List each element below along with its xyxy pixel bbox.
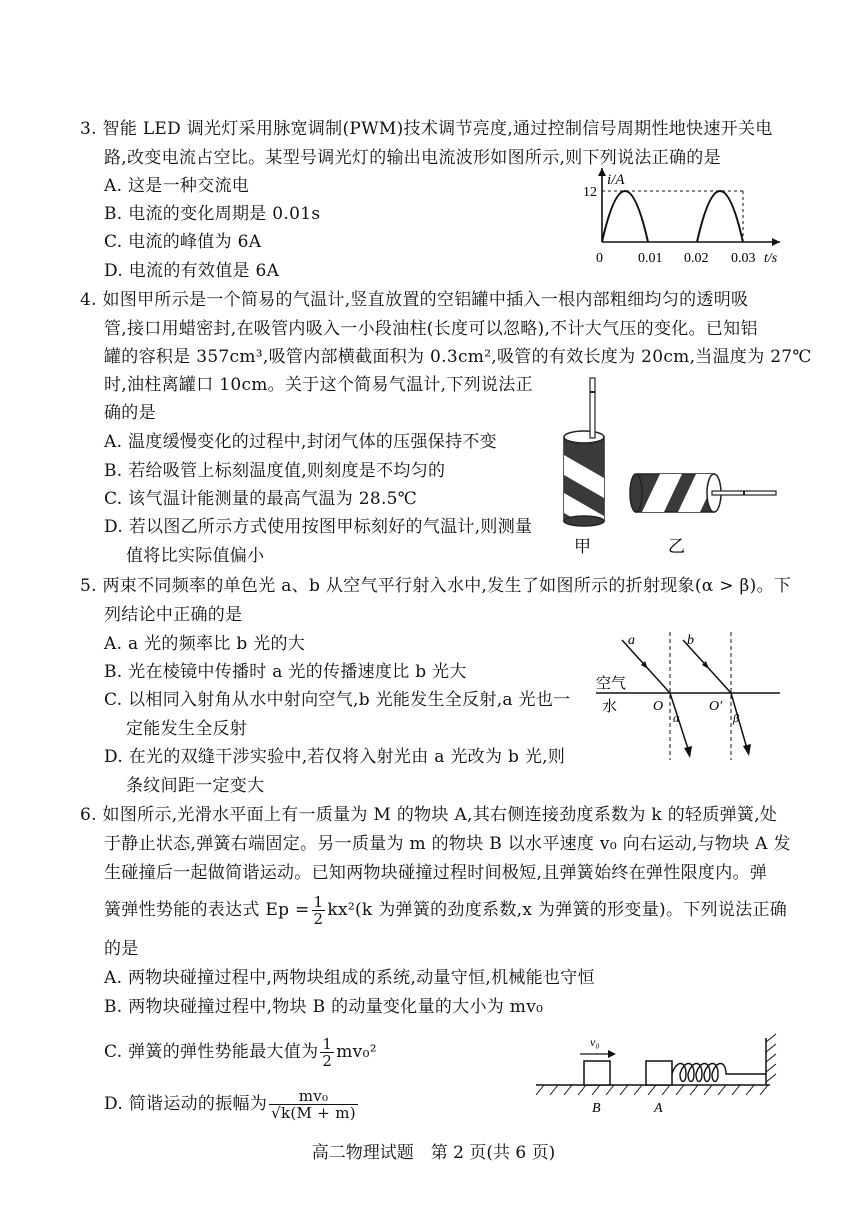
q6-fig-block-a: A [654,1101,663,1116]
q4-stem-line5: 确的是 [104,403,156,423]
q6-line4-frac-den: 2 [313,910,324,928]
q5-option-d: D. 在光的双缝干涉实验中,若仅将入射光由 a 光改为 b 光,则 [104,747,566,767]
q4-option-d: D. 若以图乙所示方式使用按图甲标刻好的气温计,则测量 [104,517,533,537]
q4-stem-line2: 管,接口用蜡密封,在吸管内吸入一小段油柱(长度可以忽略),不计大气压的变化。已知铝 [104,319,758,339]
q5-fig-water-label: 水 [602,699,618,715]
q4-fig-label-jia: 甲 [574,537,591,556]
q4-option-b: B. 若给吸管上标刻温度值,则刻度是不均匀的 [104,461,446,481]
q6-option-c-frac-den: 2 [322,1052,333,1070]
q4-stem-line1: 4. 如图甲所示是一个简易的气温计,竖直放置的空铝罐中插入一根内部粗细均匀的透明吸 [80,290,749,310]
q3-stem-line2: 路,改变电流占空比。某型号调光灯的输出电流波形如图所示,则下列说法正确的是 [104,148,721,168]
page-footer: 高二物理试题 第 2 页(共 6 页) [311,1143,556,1163]
q4-option-c: C. 该气温计能测量的最高气温为 28.5℃ [104,489,418,509]
q3-stem-line1: 3. 智能 LED 调光灯采用脉宽调制(PWM)技术调节亮度,通过控制信号周期性地快速开关电 [80,119,773,139]
q4-stem-line4: 时,油柱离罐口 10cm。关于这个简易气温计,下列说法正 [104,375,533,395]
q3-graph-x-label: t/s [764,251,778,266]
q3-graph-y-tick: 12 [583,185,597,200]
q4-option-a: A. 温度缓慢变化的过程中,封闭气体的压强保持不变 [104,432,497,452]
q3-option-b: B. 电流的变化周期是 0.01s [104,204,321,224]
q6-option-d-pre: D. 简谐运动的振幅为 [104,1094,268,1114]
q6-option-c-post: mv₀² [336,1042,377,1062]
q6-line4-frac-num: 1 [313,893,324,911]
q6-fig-block-b: B [592,1101,601,1116]
q3-graph-x-tick-1: 0.01 [638,251,663,266]
q5-fig-point-o2: O′ [709,699,723,714]
q5-option-c-cont: 定能发生全反射 [126,719,248,739]
q3-graph-x-tick-3: 0.03 [731,251,756,266]
q4-option-d-cont: 值将比实际值偏小 [126,546,265,566]
q6-option-c-pre: C. 弹簧的弹性势能最大值为 [104,1042,319,1062]
q5-fig-alpha: α [673,711,680,725]
q5-fig-ray-a: a [628,633,635,648]
q5-option-a: A. a 光的频率比 b 光的大 [104,634,306,654]
q5-option-c: C. 以相同入射角从水中射向空气,b 光能发生全反射,a 光也一 [104,690,571,710]
q6-option-b: B. 两物块碰撞过程中,物块 B 的动量变化量的大小为 mv₀ [104,997,544,1017]
q4-stem-line3: 罐的容积是 357cm³,吸管内部横截面积为 0.3cm²,吸管的有效长度为 20cm,当温度为 27℃ [104,347,812,367]
q6-option-a: A. 两物块碰撞过程中,两物块组成的系统,动量守恒,机械能也守恒 [104,968,595,988]
q6-stem-line1: 6. 如图所示,光滑水平面上有一质量为 M 的物块 A,其右侧连接劲度系数为 k 的轻质弹簧,处 [80,805,778,825]
q4-fig-label-yi: 乙 [668,537,685,556]
q3-option-d: D. 电流的有效值是 6A [104,261,280,281]
q5-option-b: B. 光在棱镜中传播时 a 光的传播速度比 b 光大 [104,662,467,682]
q5-option-d-cont: 条纹间距一定变大 [126,776,265,796]
q6-stem-line3: 生碰撞后一起做简谐运动。已知两物块碰撞过程时间极短,且弹簧始终在弹性限度内。弹 [104,863,768,883]
q3-option-a: A. 这是一种交流电 [104,176,250,196]
q6-line4-pre: 簧弹性势能的表达式 Ep = [104,900,310,920]
q6-option-d-frac-num: mv₀ [269,1088,358,1105]
q6-fig-v0: v₀ [590,1035,600,1049]
q3-graph-x-tick-2: 0.02 [684,251,709,266]
q6-option-c-frac-num: 1 [322,1035,333,1053]
q3-option-c: C. 电流的峰值为 6A [104,232,262,252]
q6-stem-line2: 于静止状态,弹簧右端固定。另一质量为 m 的物块 B 以水平速度 v₀ 向右运动,与物块 A 发 [104,834,791,854]
q6-line4-post: kx²(k 为弹簧的劲度系数,x 为弹簧的形变量)。下列说法正确 [327,900,788,920]
q3-graph-x-tick-0: 0 [596,251,603,266]
q5-fig-beta: β [733,711,739,725]
q5-fig-point-o: O [653,699,664,714]
q5-fig-air-label: 空气 [596,676,627,692]
q6-stem-line5: 的是 [104,939,139,959]
q5-stem-line2: 列结论中正确的是 [104,605,243,625]
q5-stem-line1: 5. 两束不同频率的单色光 a、b 从空气平行射入水中,发生了如图所示的折射现象(α > β)。下 [80,576,792,596]
q3-graph-y-label: i/A [607,172,625,188]
q6-option-d-frac-den: √k(M + m) [271,1104,356,1122]
q5-fig-ray-b: b [687,633,694,648]
